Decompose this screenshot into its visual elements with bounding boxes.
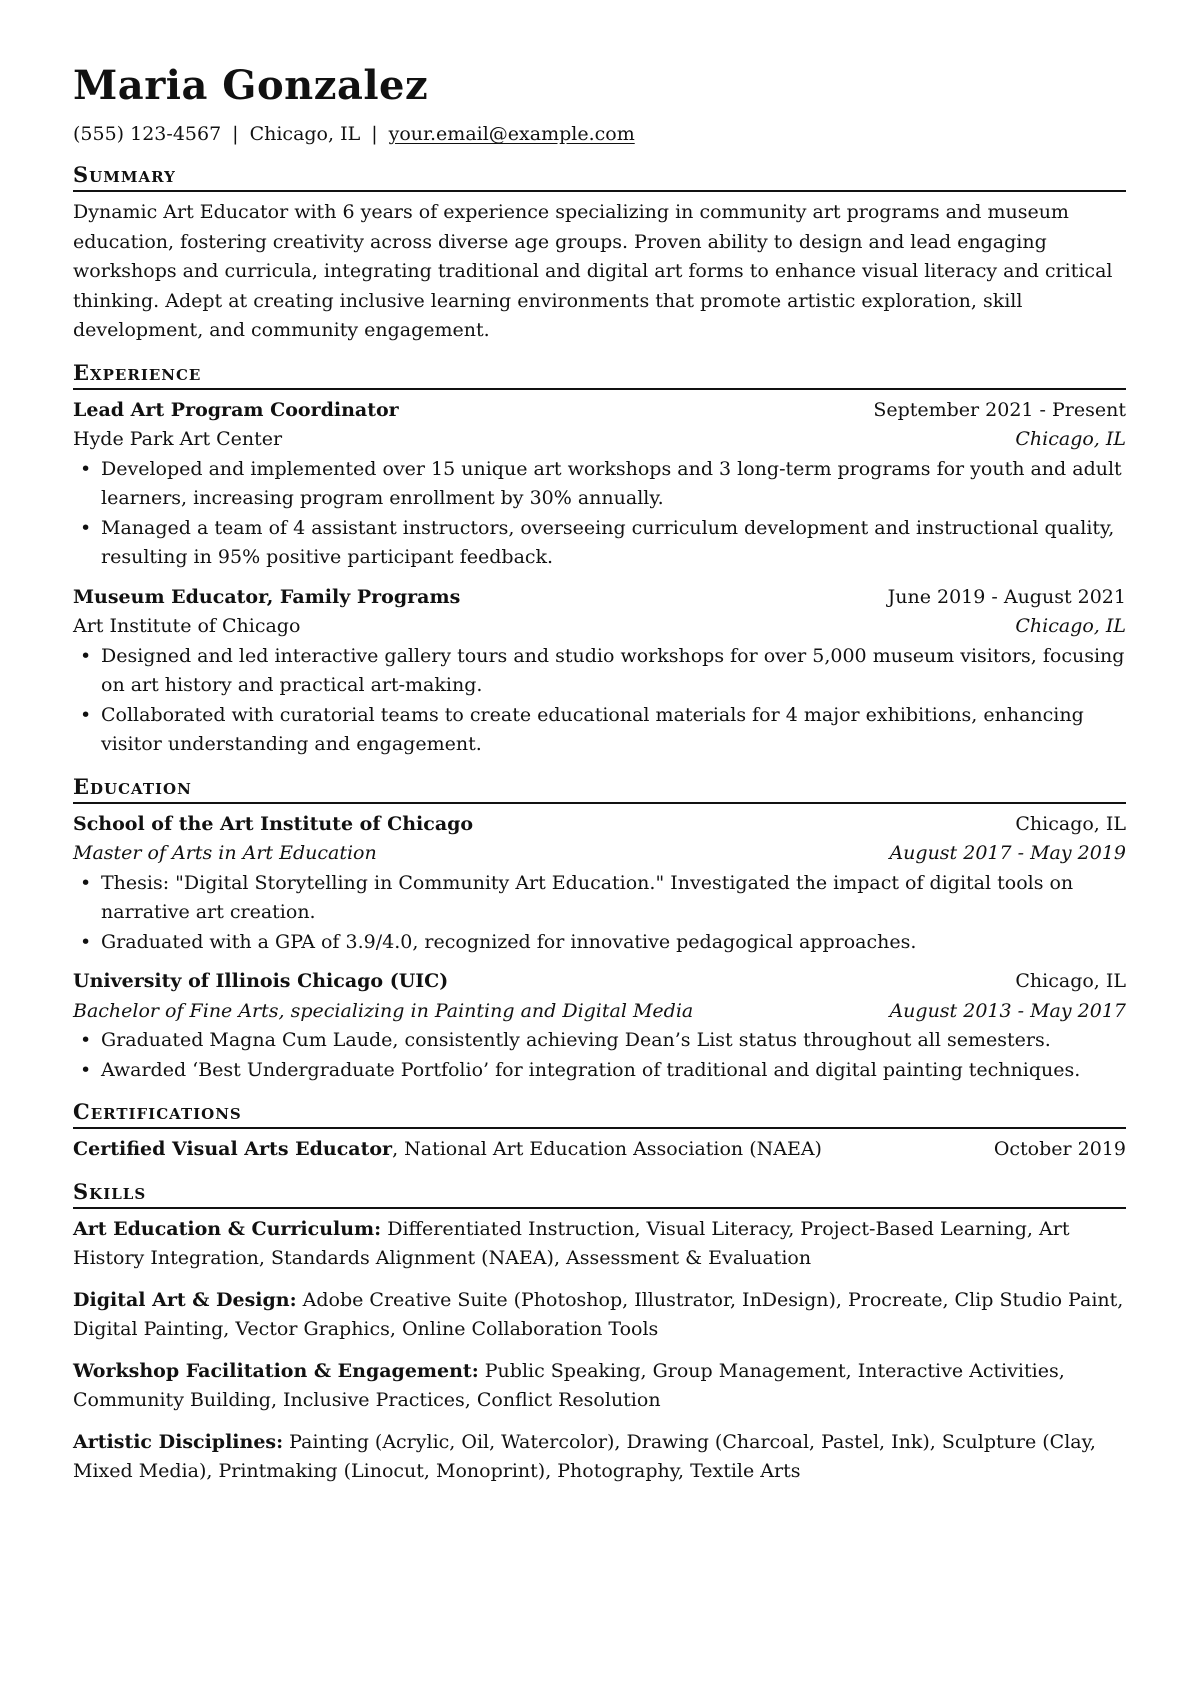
skill-group: [73, 1428, 1126, 1487]
skill-text: Painting (Acrylic, Oil, Watercolor), Drawing (Charcoal, Pastel, Ink), Sculpture (Clay, Mixed Media), Printmaking (Linocut, Monoprint), Photography, Textile Arts: [73, 1430, 1096, 1482]
skill-text: Adobe Creative Suite (Photoshop, Illustrator, InDesign), Procreate, Clip Studio Paint, Digital Painting, Vector Graphics, Online Collaboration Tools: [73, 1288, 1124, 1340]
job-bullets: [73, 642, 1126, 760]
job-location: Chicago, IL: [1015, 428, 1126, 450]
section-title-certifications: Certifications: [73, 1097, 1126, 1129]
skill-label: Art Education & Curriculum:: [73, 1217, 382, 1240]
education-dates: August 2017 - May 2019: [889, 842, 1126, 864]
certifications-section: [73, 1097, 1126, 1165]
section-title-education: Education: [73, 772, 1126, 804]
skill-text: Public Speaking, Group Management, Interactive Activities, Community Building, Inclusive Practices, Conflict Resolution: [73, 1359, 1065, 1411]
skills-section: [73, 1177, 1126, 1487]
school-location: Chicago, IL: [1015, 970, 1126, 992]
resume-page: [73, 62, 1126, 1499]
bullet-item: • Graduated with a GPA of 3.9/4.0, recognized for innovative pedagogical approaches.: [73, 928, 1126, 958]
school-name: University of Illinois Chicago (UIC): [73, 970, 449, 992]
bullet-item: • Collaborated with curatorial teams to create educational materials for 4 major exhibitions, enhancing visitor understanding and engagement.: [73, 701, 1126, 760]
summary-section: [73, 160, 1126, 346]
school-name: School of the Art Institute of Chicago: [73, 812, 474, 835]
certification-date: October 2019: [993, 1138, 1126, 1160]
certification-issuer: , National Art Education Association (NAEA): [392, 1138, 822, 1160]
skill-label: Digital Art & Design:: [73, 1288, 297, 1311]
job-organization: Art Institute of Chicago: [73, 615, 301, 637]
education-bullets: [73, 869, 1126, 958]
bullet-item: • Managed a team of 4 assistant instructors, overseeing curriculum development and instructional quality, resulting in 95% positive participant feedback.: [73, 514, 1126, 573]
bullet-item: • Thesis: "Digital Storytelling in Community Art Education." Investigated the impact of digital tools on narrative art creation.: [73, 869, 1126, 928]
section-title-skills: Skills: [73, 1177, 1126, 1209]
separator: |: [371, 123, 378, 145]
skill-group: [73, 1215, 1126, 1274]
degree: Bachelor of Fine Arts, specializing in Painting and Digital Media: [73, 999, 694, 1022]
certification-entry: [73, 1135, 1126, 1165]
job-role: Museum Educator, Family Programs: [73, 585, 461, 608]
bullet-item: • Designed and led interactive gallery tours and studio workshops for over 5,000 museum visitors, focusing on art history and practical art-making.: [73, 642, 1126, 701]
education-entry: [73, 967, 1126, 1085]
skill-group: [73, 1286, 1126, 1345]
skill-label: Workshop Facilitation & Engagement:: [73, 1359, 479, 1382]
section-title-experience: Experience: [73, 358, 1126, 390]
job-dates: June 2019 - August 2021: [887, 585, 1126, 608]
experience-section: [73, 358, 1126, 760]
job-organization: Hyde Park Art Center: [73, 428, 283, 450]
school-location: Chicago, IL: [1015, 812, 1126, 835]
separator: |: [232, 123, 239, 145]
skill-label: Artistic Disciplines:: [73, 1430, 284, 1453]
location: Chicago, IL: [249, 123, 361, 145]
bullet-item: • Developed and implemented over 15 unique art workshops and 3 long-term programs for youth and adult learners, increasing program enrollment by 30% annually.: [73, 455, 1126, 514]
skill-text: Differentiated Instruction, Visual Literacy, Project-Based Learning, Art History Integration, Standards Alignment (NAEA), Assessment & Evaluation: [73, 1217, 1070, 1269]
skill-group: [73, 1357, 1126, 1416]
job-dates: September 2021 - Present: [873, 398, 1126, 421]
candidate-name: Maria Gonzalez: [73, 62, 429, 109]
summary-text: Dynamic Art Educator with 6 years of experience specializing in community art programs and museum education, fostering creativity across diverse age groups. Proven ability to design and lead engaging workshops and curricula, integrating traditional and digital art forms to enhance visual literacy and critical thinking. Adept at creating inclusive learning environments that promote artistic exploration, skill development, and community engagement.: [73, 201, 1113, 341]
job-location: Chicago, IL: [1015, 615, 1126, 637]
education-dates: August 2013 - May 2017: [889, 999, 1126, 1022]
job-entry: [73, 583, 1126, 760]
education-entry: [73, 810, 1126, 958]
bullet-item: • Awarded ‘Best Undergraduate Portfolio’ for integration of traditional and digital painting techniques.: [73, 1056, 1126, 1086]
phone-number: (555) 123-4567: [73, 123, 222, 145]
degree: Master of Arts in Art Education: [73, 842, 377, 864]
contact-line: [73, 120, 1126, 148]
education-section: [73, 772, 1126, 1086]
bullet-item: • Graduated Magna Cum Laude, consistently achieving Dean’s List status throughout all semesters.: [73, 1026, 1126, 1056]
certification-name: Certified Visual Arts Educator: [73, 1138, 393, 1160]
education-bullets: [73, 1026, 1126, 1085]
job-role: Lead Art Program Coordinator: [73, 398, 399, 421]
email-link[interactable]: your.email@example.com: [388, 123, 635, 145]
section-title-summary: Summary: [73, 160, 1126, 192]
job-bullets: [73, 455, 1126, 573]
job-entry: [73, 396, 1126, 573]
